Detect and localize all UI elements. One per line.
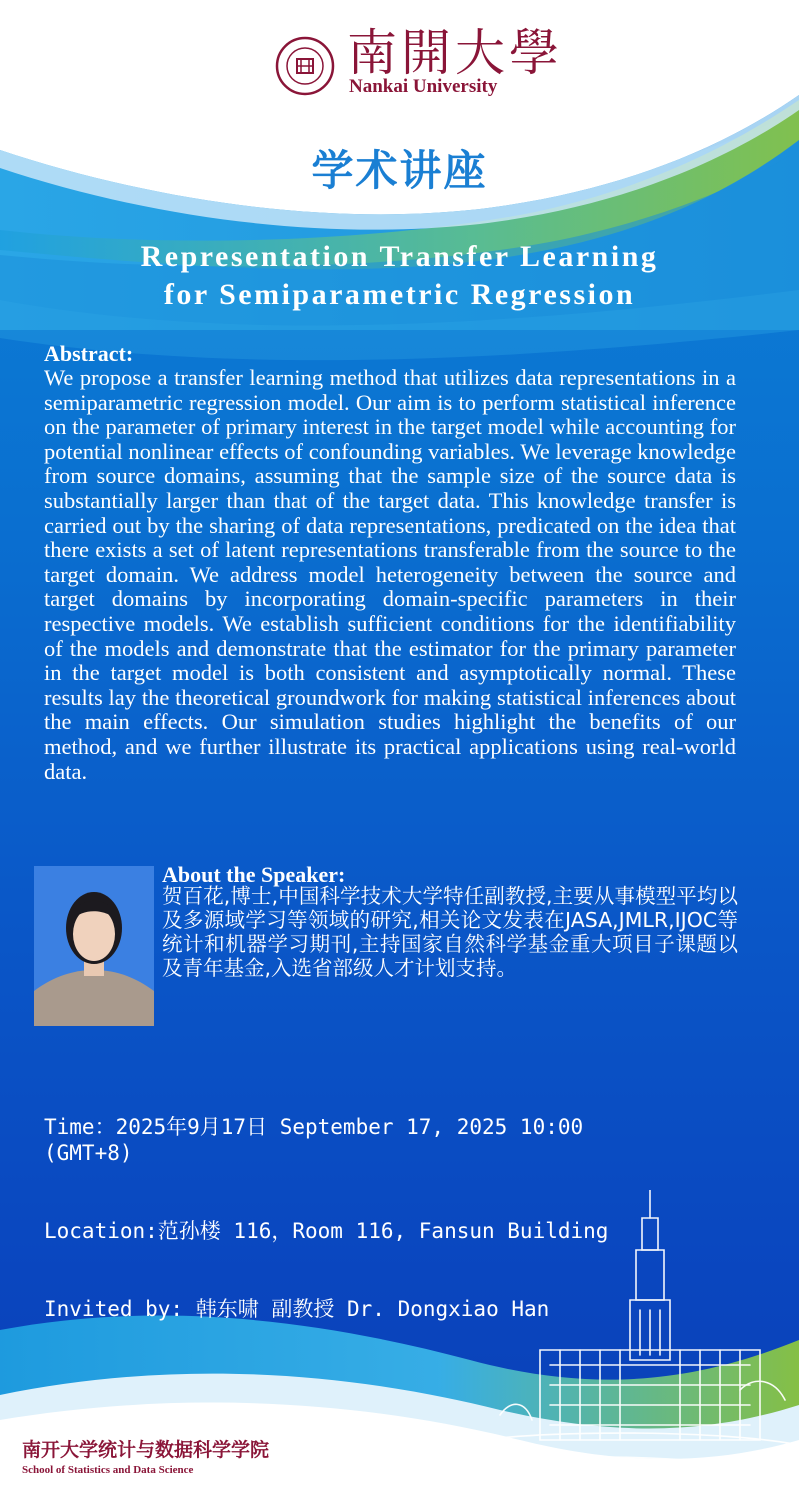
event-time: Time：2025年9月17日 September 17, 2025 10:00 (GMT+8) [44,1115,584,1165]
speaker-heading: About the Speaker: [162,862,346,887]
university-name-cn: 南開大學 [347,24,563,82]
university-name-en: Nankai University [349,76,498,97]
university-logo [275,18,563,98]
talk-title-line-2: for Semiparametric Regression [163,278,636,311]
event-invited-by: Invited by: 韩东啸 副教授 Dr. Dongxiao Han [44,1297,550,1321]
speaker-bio: 贺百花,博士,中国科学技术大学特任副教授,主要从事模型平均以及多源域学习等领域的研究,相关论文发表在JASA,JMLR,IJOC等统计和机器学习期刊,主持国家自然科学基金重大项目子课题以及青年基金,入选省部级人才计划支持。 [162,884,738,980]
lecture-heading: 学术讲座 [311,146,488,195]
school-name-cn: 南开大学统计与数据科学学院 [22,1439,270,1461]
speaker-photo [34,866,154,1026]
talk-title-line-1: Representation Transfer Learning [140,240,659,273]
talk-title [40,238,759,314]
abstract-heading: Abstract: [44,341,134,366]
school-name-en: School of Statistics and Data Science [22,1464,194,1476]
event-location: Location:范孙楼 116，Room 116, Fansun Building [44,1219,609,1243]
event-details [44,1062,764,1374]
abstract-body: We propose a transfer learning method that utilizes data representations in a semiparametric regression model. Our aim is to perform statistical inference on the parameter of primary interest in the target model while accounting for potential nonlinear effects of confounding variables. We leverage knowledge from source domains, assuming that the sample size of the source data is substantially larger than that of the target data. This knowledge transfer is carried out by the sharing of data representations, predicated on the idea that there exists a set of latent representations transferable from the source to the target domain. We address model heterogeneity between the source and target domains by incorporating domain-specific parameters in their respective models. We establish sufficient conditions for the identifiability of the models and demonstrate that the estimator for the primary parameter in the target model is both consistent and asymptotically normal. These results lay the theoretical groundwork for making statistical inferences about the main effects. Our simulation studies highlight the benefits of our method, and we further illustrate its practical applications using real-world data. [44,365,736,784]
university-seal-icon [275,36,335,96]
